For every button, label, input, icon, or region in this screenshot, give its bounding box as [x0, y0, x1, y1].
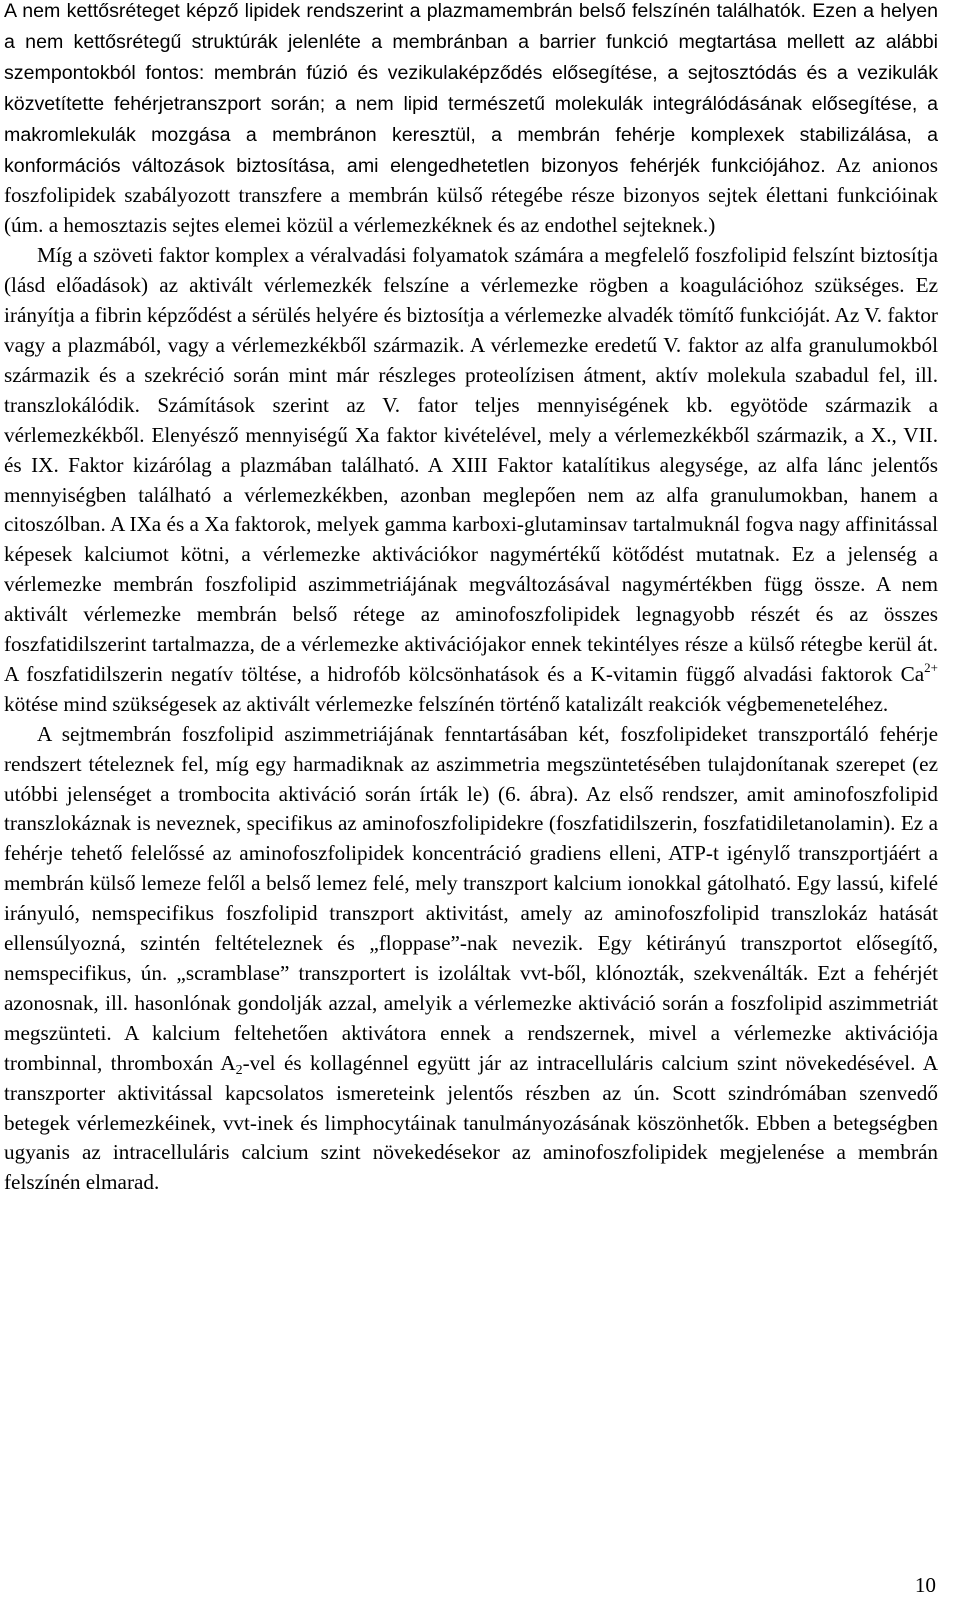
paragraph-1-sans-text: A nem kettősréteget képző lipidek rendszerint a plazmamembrán belső felszínén találhatók. Ezen a helyen a nem kettősrétegű struktúrák jelenléte a membránban a barrier funkció megtartása mellett az alábbi szempontokból fontos: membrán fúzió és vezikulaképződés elősegítése, a sejtosztódás és a vezikulák közvetítette fehérjetranszport során; a nem lipid természetű molekulák integrálódásának elősegítése, a makromlekulák mozgása a membránon keresztül, a membrán fehérje komplexek stabilizálása, a konformációs változások biztosítása, ami elengedhetetlen bizonyos fehérjék funkciójához.: [4, 0, 938, 177]
page-number: 10: [914, 1573, 936, 1597]
calcium-charge-superscript: 2+: [924, 659, 938, 675]
paragraph-3-text-a: A sejtmembrán foszfolipid aszimmetriájának fenntartásában két, foszfolipideket transzportáló fehérje rendszert tételeznek fel, míg egy harmadiknak az aszimmetria megszüntetésében tulajdonítanak szerepet (ez utóbbi jelenséget a trombocita aktiváció során írták le) (6. ábra). Az első rendszer, amit aminofoszfolipid transzlokáznak is neveznek, specifikus az aminofoszfolipidekre (foszfatidilszerin, foszfatidiletanolamin). Ez a fehérje tehető felelőssé az aminofoszfolipidek koncentráció gradiens elleni, ATP-t igénylő transzportjáért a membrán külső lemeze felől a belső lemez felé, mely transzport kalcium ionokkal gátolható. Egy lassú, kifelé irányuló, nemspecifikus foszfolipid transzport aktivitást, amely az aminofoszfolipid transzlokáz hatását ellensúlyozná, szintén feltételeznek és „floppase”-nak nevezik. Egy kétirányú transzportot elősegítő, nemspecifikus, ún. „scramblase” transzportert is izoláltak vvt-ből, klónozták, szekvenálták. Ezt a fehérjét azonosnak, ill. hasonlónak gondolják azzal, amelyik a vérlemezke aktiváció során a foszfolipid aszimmetriát megszünteti. A kalcium feltehetően aktivátora ennek a rendszernek, mivel a vérlemezke aktivációja trombinnal, thromboxán A: [4, 721, 938, 1075]
document-body: [4, 0, 938, 1198]
paragraph-3-text-b: -vel és kollagénnel együtt jár az intracelluláris calcium szint növekedésével. A transzporter aktivitással kapcsolatos ismereteink jelentős részben az ún. Scott szindrómában szenvedő betegek vérlemezkéinek, vvt-inek és limphocytáinak tanulmányozásának köszönhetők. Ebben a betegségben ugyanis az intracelluláris calcium szint növekedésekor az aminofoszfolipidek megjelenése a membrán felszínén elmarad.: [4, 1050, 938, 1195]
paragraph-2-text-b: kötése mind szükségesek az aktivált vérlemezke felszínén történő katalizált reakciók végbemeneteléhez.: [4, 691, 889, 716]
paragraph-coagulation-factors: [4, 241, 938, 720]
paragraph-phospholipid-transport: [4, 720, 938, 1199]
thromboxane-subscript: 2: [235, 1062, 243, 1078]
paragraph-lipid-membrane: [4, 0, 938, 241]
paragraph-2-text-a: Míg a szöveti faktor komplex a véralvadási folyamatok számára a megfelelő foszfolipid felszínt biztosítja (lásd előadások) az aktivált vérlemezkék felszíne a vérlemezke rögben a koagulációhoz szükséges. Ez irányítja a fibrin képződést a sérülés helyére és biztosítja a vérlemezke alvadék tömítő funkcióját. Az V. faktor vagy a plazmából, vagy a vérlemezkékből származik. A vérlemezke eredetű V. faktor az alfa granulumokból származik és a szekréció során mint már részleges proteolízisen átment, aktív molekula szabadul fel, ill. transzlokálódik. Számítások szerint az V. fator teljes mennyiségének kb. egyötöde származik a vérlemezkékből. Elenyésző mennyiségű Xa faktor kivételével, mely a vérlemezkékből származik, a X., VII. és IX. Faktor kizárólag a plazmában található. A XIII Faktor katalítikus alegysége, az alfa lánc jelentős mennyiségben található a vérlemezkékben, azonban meglepően nem az alfa granulumokban, hanem a citoszólban. A IXa és a Xa faktorok, melyek gamma karboxi-glutaminsav tartalmuknál fogva nagy affinitással képesek kalciumot kötni, a vérlemezke aktivációkor nagymértékű kötődést mutatnak. Ez a jelenség a vérlemezke membrán foszfolipid aszimmetriájának megváltozásával nagymértékben függ össze. A nem aktivált vérlemezke membrán belső rétege az aminofoszfolipidek legnagyobb részét és az összes foszfatidilszerint tartalmazza, de a vérlemezke aktivációjakor ennek tekintélyes része a külső rétegbe kerül át. A foszfatidilszerin negatív töltése, a hidrofób kölcsönhatások és a K-vitamin függő alvadási faktorok Ca: [4, 243, 938, 686]
paragraph-1-serif-text: Az anionos foszfolipidek szabályozott transzfere a membrán külső rétegébe része bizonyos sejtek élettani funkcióinak (úm. a hemosztazis sejtes elemei közül a vérlemezkéknek és az endothel sejteknek.): [4, 152, 938, 238]
